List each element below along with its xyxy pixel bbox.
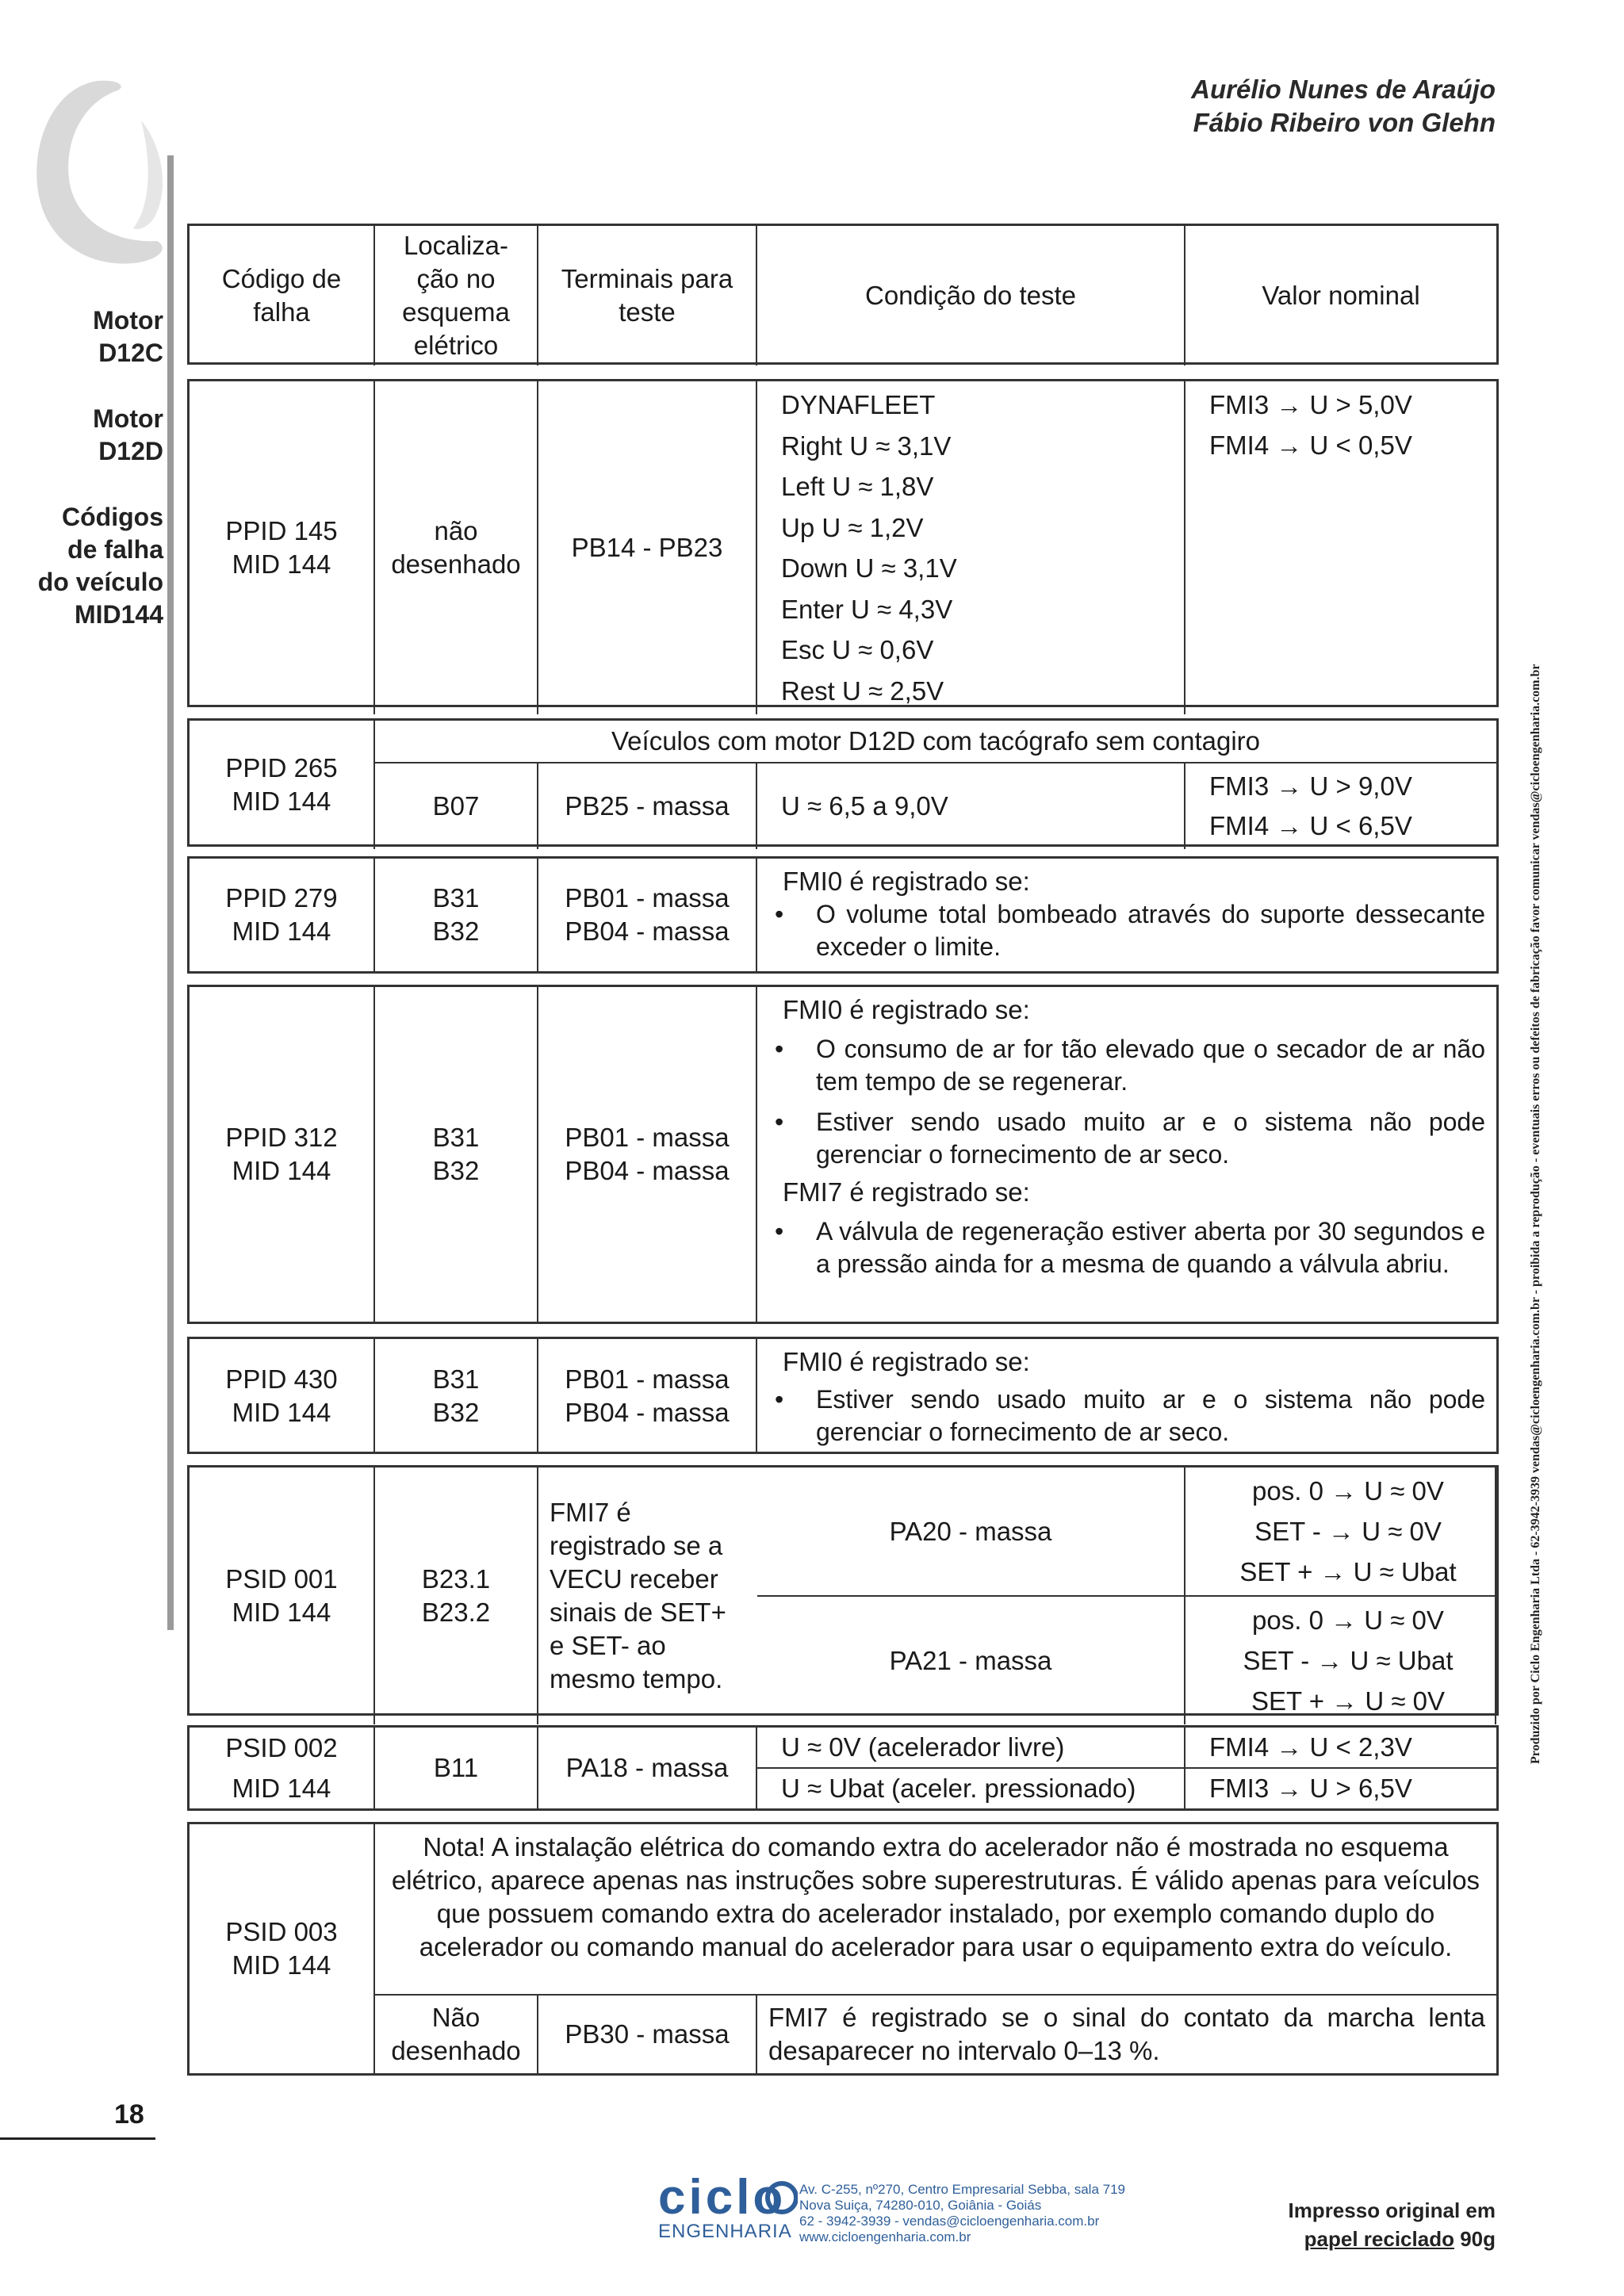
table-row-ppid-279 <box>187 856 1499 974</box>
cell-terminais: PB25 - massa <box>538 763 757 849</box>
side-label-codigos: Códigos de falha do veículo MID144 <box>37 503 163 629</box>
vertical-copyright-note: Produzido por Ciclo Engenharia Ltda - 62-3942-3939 vendas@cicloengenharia.com.br - proibida a reprodução - eventuais erros ou defeitos de fabricação favor comunicar vendas@cicloengenharia.com.br <box>1529 664 1542 1764</box>
logo-text: ciclo <box>658 2171 787 2225</box>
cell-terminais: PB14 - PB23 <box>538 381 757 714</box>
cell-terminais-pa21: PA21 - massa <box>757 1597 1185 1724</box>
header-terminais: Terminais para teste <box>538 226 757 365</box>
cell-valor: FMI3 → U > 5,0V FMI4 → U < 0,5V <box>1209 390 1412 460</box>
cell-condicao-pa20: pos. 0 → U ≈ 0V SET - → U ≈ 0V SET + → U ≈ Ubat <box>1185 1468 1496 1597</box>
table-row-ppid-312 <box>187 985 1499 1324</box>
cell-codigo: PPID 145 MID 144 <box>190 381 375 714</box>
table-row-psid-002 <box>187 1725 1499 1811</box>
table-row-ppid-265 <box>187 718 1499 847</box>
condition-bullet: • Estiver sendo usado muito ar e o sistema não pode gerenciar o fornecimento de ar seco. <box>768 1383 1485 1448</box>
cell-codigo: PPID 312 MID 144 <box>190 987 375 1322</box>
header-codigo: Código de falha <box>190 226 375 365</box>
cell-condicao: FMI7 é registrado se o sinal do contato da marcha lenta desaparecer no intervalo 0–13 %. <box>768 2003 1485 2065</box>
condition-heading-fmi0: FMI0 é registrado se: <box>783 995 1030 1024</box>
table-row-psid-003 <box>187 1822 1499 2076</box>
cell-condicao <box>757 859 1496 971</box>
cell-codigo: PSID 002 MID 144 <box>190 1728 375 1808</box>
side-labels <box>0 304 163 664</box>
cell-localizacao: não desenhado <box>375 381 538 714</box>
cell-terminais: PB01 - massa PB04 - massa <box>538 1339 757 1453</box>
cell-note: Nota! A instalação elétrica do comando extra do acelerador não é mostrada no esquema elétrico, aparece apenas nas instruções sobre superestruturas. É válido apenas para veículos que possuem comando extra do acelerador instalado, por exemplo comando duplo do acelerador ou comando manual do acelerador para usar o equipamento extra do veículo. <box>375 1824 1496 1996</box>
cell-localizacao: B07 <box>375 763 538 849</box>
cell-localizacao: Não desenhado <box>375 1996 538 2073</box>
cell-terminais-pa20: PA20 - massa <box>757 1468 1185 1597</box>
cell-codigo: PPID 430 MID 144 <box>190 1339 375 1453</box>
table-row-ppid-145 <box>187 379 1499 707</box>
cell-terminais: PB30 - massa <box>538 1996 757 2073</box>
cell-condicao: U ≈ 6,5 a 9,0V <box>757 763 1185 849</box>
cell-condicao-pa21: pos. 0 → U ≈ 0V SET - → U ≈ Ubat SET + → U ≈ 0V <box>1185 1597 1496 1724</box>
cell-localizacao: B11 <box>375 1728 538 1808</box>
cell-valor: FMI3 → U > 9,0V FMI4 → U < 6,5V <box>1209 771 1412 840</box>
condition-heading: FMI0 é registrado se: <box>783 1347 1030 1376</box>
cell-localizacao: B23.1 B23.2 <box>375 1468 538 1724</box>
cell-terminais: PA18 - massa <box>538 1728 757 1808</box>
condition-bullet: • A válvula de regeneração estiver aberta por 30 segundos e a pressão ainda for a mesma de quando a válvula abriu. <box>768 1215 1485 1280</box>
author-1: Aurélio Nunes de Araújo <box>1191 75 1496 104</box>
side-label-motor-d12d: Motor D12D <box>93 404 163 465</box>
cell-valor-fmi3: FMI3 → U > 6,5V <box>1209 1774 1412 1803</box>
cell-terminais: PB01 - massa PB04 - massa <box>538 859 757 971</box>
cell-condicao <box>757 987 1496 1322</box>
authors <box>1191 73 1496 140</box>
table-row-ppid-430 <box>187 1337 1499 1454</box>
condition-heading-fmi7: FMI7 é registrado se: <box>783 1177 1030 1207</box>
cell-localizacao: B31 B32 <box>375 1339 538 1453</box>
footer-print-note: Impresso original em papel reciclado 90g <box>1288 2198 1496 2251</box>
cell-condicao-pressionado: U ≈ Ubat (aceler. pressionado) <box>757 1769 1185 1808</box>
footer-address: Av. C-255, nº270, Centro Empresarial Sebba, sala 719 Nova Suiça, 74280-010, Goiânia - Goiás 62 - 3942-3939 - vendas@cicloengenharia.com.br www.cicloengenharia.com.br <box>799 2182 1125 2244</box>
table-header <box>187 224 1499 365</box>
header-localizacao: Localiza- ção no esquema elétrico <box>375 226 538 365</box>
author-2: Fábio Ribeiro von Glehn <box>1193 108 1496 137</box>
cell-codigo: PPID 265 MID 144 <box>190 721 375 849</box>
cell-vehicle-note: Veículos com motor D12D com tacógrafo sem contagiro <box>375 721 1496 763</box>
condition-bullet: • O volume total bombeado através do suporte dessecante exceder o limite. <box>768 898 1485 963</box>
side-logo-icon <box>22 73 173 279</box>
cell-terminais: PB01 - massa PB04 - massa <box>538 987 757 1322</box>
cell-valor-fmi4: FMI4 → U < 2,3V <box>1185 1728 1496 1769</box>
condition-heading: FMI0 é registrado se: <box>783 867 1030 896</box>
sidebar-divider <box>167 155 174 1630</box>
page-number: 18 <box>114 2099 144 2130</box>
cell-condicao <box>757 1339 1496 1453</box>
header-valor: Valor nominal <box>1262 281 1420 310</box>
cell-condicao-livre: U ≈ 0V (acelerador livre) <box>757 1728 1185 1769</box>
condition-bullet: • O consumo de ar for tão elevado que o secador de ar não tem tempo de se regenerar. <box>768 1033 1485 1098</box>
cell-codigo: PSID 003 MID 144 <box>190 1824 375 2073</box>
cell-condicao: DYNAFLEET Right U ≈ 3,1V Left U ≈ 1,8V Up U ≈ 1,2V Down U ≈ 3,1V Enter U ≈ 4,3V Esc U ≈ 0,6V Rest U ≈ 2,5V <box>757 381 1185 714</box>
cell-valor: FMI7 é registrado se a VECU receber sinais de SET+ e SET- ao mesmo tempo. <box>550 1498 726 1693</box>
side-label-motor-d12c: Motor D12C <box>93 306 163 367</box>
cell-codigo: PPID 279 MID 144 <box>190 859 375 971</box>
condition-bullet: • Estiver sendo usado muito ar e o sistema não pode gerenciar o fornecimento de ar seco. <box>768 1106 1485 1171</box>
cell-localizacao: B31 B32 <box>375 859 538 971</box>
cell-localizacao: B31 B32 <box>375 987 538 1322</box>
page-number-rule <box>0 2137 155 2140</box>
logo-subtext: ENGENHARIA <box>658 2221 792 2242</box>
table-row-psid-001 <box>187 1465 1499 1716</box>
header-condicao: Condição do teste <box>757 226 1185 365</box>
cell-codigo: PSID 001 MID 144 <box>190 1468 375 1724</box>
ciclo-logo-icon <box>655 2171 798 2242</box>
